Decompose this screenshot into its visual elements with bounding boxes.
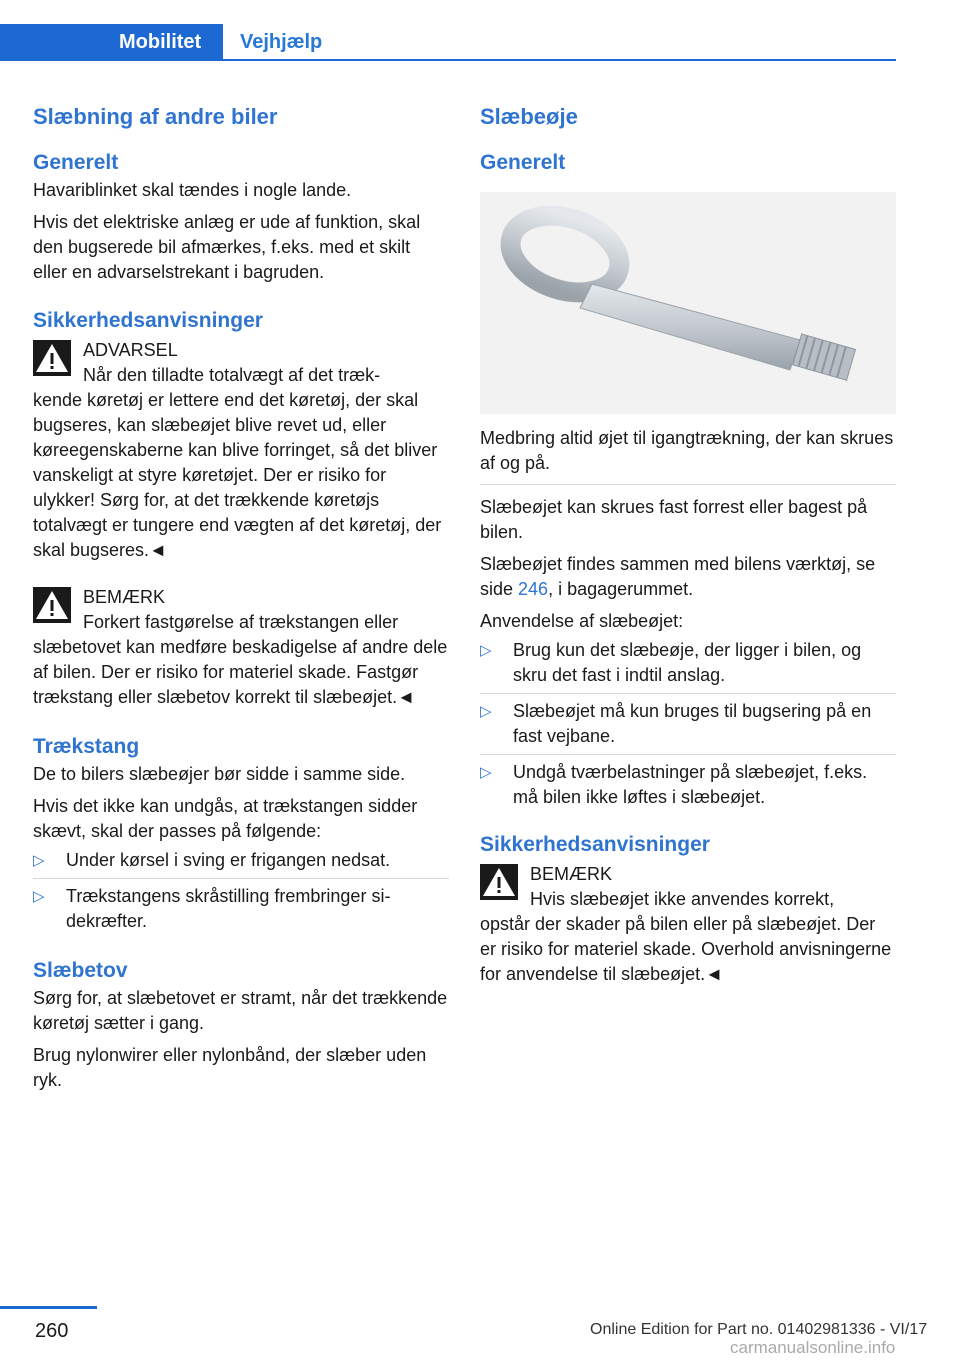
caption-divider	[480, 484, 896, 485]
header-rule	[0, 59, 896, 61]
list-divider	[480, 693, 896, 694]
text-segment: , i bagagerummet.	[548, 579, 694, 599]
edition-text: Online Edition for Part no. 01402981336 - VI/17	[590, 1321, 928, 1338]
heading-general: Generelt	[480, 151, 566, 174]
tow-eye-illustration	[480, 192, 896, 414]
warning-title: BEMÆRK	[530, 864, 613, 884]
heading-general: Generelt	[33, 151, 119, 174]
list-item-text: Trækstangens skråstilling frembringer sidekræfter.	[66, 886, 391, 931]
triangle-bullet-icon: ▷	[480, 764, 492, 781]
tab-mobilitet[interactable]: Mobilitet	[0, 24, 223, 61]
left-column	[33, 100, 449, 1093]
triangle-bullet-icon: ▷	[480, 642, 492, 659]
general-paragraph-1: Havariblinket skal tændes i nogle lande.	[33, 180, 352, 200]
triangle-bullet-icon: ▷	[33, 852, 45, 869]
rope-paragraph-1: Sørg for, at slæbetovet er stramt, når det trækkende køretøj sætter i gang.	[33, 988, 448, 1033]
list-item-text: Undgå tværbelastninger på slæbeøjet, f.eks. må bilen ikke løftes i slæbeøjet.	[513, 762, 868, 807]
watermark: carmanualsonline.info	[730, 1338, 896, 1357]
warning-block-bemaerk	[480, 862, 896, 987]
list-item	[33, 884, 449, 934]
warning-triangle-icon	[480, 864, 518, 900]
triangle-bullet-icon: ▷	[33, 888, 45, 905]
warning-triangle-icon	[33, 340, 71, 376]
tow-eye-usage-list	[480, 638, 896, 810]
list-item	[480, 638, 896, 688]
page-number: 260	[35, 1320, 69, 1342]
tow-eye-paragraph-3: Anvendelse af slæbeøjet:	[480, 611, 684, 631]
list-item-text: Brug kun det slæbeøje, der ligger i bilen, og skru det fast i indtil anslag.	[513, 640, 862, 685]
warning-title: BEMÆRK	[83, 587, 166, 607]
warning-title: ADVARSEL	[83, 340, 178, 360]
text-segment: Slæbeøjet findes sammen med bilens værktøj, se side	[480, 554, 876, 599]
page-link-246[interactable]: 246	[518, 579, 549, 599]
tow-eye-paragraph-2	[480, 552, 896, 602]
image-caption: Medbring altid øjet til igangtrækning, der kan skrues af og på.	[480, 428, 894, 473]
warning-text-first-line: Når den tilladte totalvægt af det træk-	[83, 365, 381, 385]
tow-eye-icon	[480, 192, 896, 414]
list-item	[33, 848, 449, 873]
warning-text: opstår der skader på bilen eller på slæbeøjet. Der er risiko for materiel skade. Overhold anvisningerne for anvendelse til slæbeøjet.◄	[480, 914, 892, 984]
warning-text: slæbetovet kan medføre beskadigelse af andre dele af bilen. Der er risiko for materiel skade. Fastgør trækstang eller slæbetov korrekt til slæbeøjet.◄	[33, 637, 448, 707]
tow-eye-paragraph-1: Slæbeøjet kan skrues fast forrest eller bagest på bilen.	[480, 497, 868, 542]
towbar-paragraph-2: Hvis det ikke kan undgås, at trækstangen sidder skævt, skal der passes på følgende:	[33, 796, 418, 841]
heading-towbar: Trækstang	[33, 735, 140, 758]
general-paragraph-2: Hvis det elektriske anlæg er ude af funktion, skal den bugserede bil afmærkes, f.eks. med et skilt eller en advarselstrekant i bagruden.	[33, 212, 421, 282]
header-tabs	[0, 0, 896, 62]
warning-block-bemaerk	[33, 585, 449, 710]
warning-block-advarsel	[33, 338, 449, 563]
right-column	[480, 100, 896, 987]
heading-safety: Sikkerhedsanvisninger	[33, 309, 263, 332]
list-divider	[33, 878, 449, 879]
warning-text-first-line: Forkert fastgørelse af trækstangen eller	[83, 612, 399, 632]
warning-text-first-line: Hvis slæbeøjet ikke anvendes korrekt,	[530, 889, 835, 909]
tab-vejhjaelp[interactable]: Vejhjælp	[240, 31, 323, 53]
heading-safety: Sikkerhedsanvisninger	[480, 833, 710, 856]
warning-text: kende køretøj er lettere end det køretøj, der skal bugseres, kan slæbeøjet blive revet ud, eller køreegenskaberne kan blive forringet, så det bliver vanskeligt at styre køretøjet. Der er risiko for ulykker! Sørg for, at det trækkende køretøjs totalvægt er tungere end vægten af det køretøj, der skal bugseres.◄	[33, 390, 442, 560]
triangle-bullet-icon: ▷	[480, 703, 492, 720]
towbar-list	[33, 848, 449, 934]
heading-tow-rope: Slæbetov	[33, 959, 128, 982]
warning-triangle-icon	[33, 587, 71, 623]
section-title-towing-other-cars: Slæbning af andre biler	[33, 104, 278, 129]
section-title-tow-eye: Slæbeøje	[480, 104, 578, 129]
list-divider	[480, 754, 896, 755]
list-item	[480, 699, 896, 749]
list-item-text: Under kørsel i sving er frigangen nedsat.	[66, 850, 391, 870]
rope-paragraph-2: Brug nylonwirer eller nylonbånd, der slæber uden ryk.	[33, 1045, 427, 1090]
towbar-paragraph-1: De to bilers slæbeøjer bør sidde i samme side.	[33, 764, 406, 784]
list-item	[480, 760, 896, 810]
list-item-text: Slæbeøjet må kun bruges til bugsering på en fast vejbane.	[513, 701, 872, 746]
footer-rule	[0, 1306, 97, 1309]
